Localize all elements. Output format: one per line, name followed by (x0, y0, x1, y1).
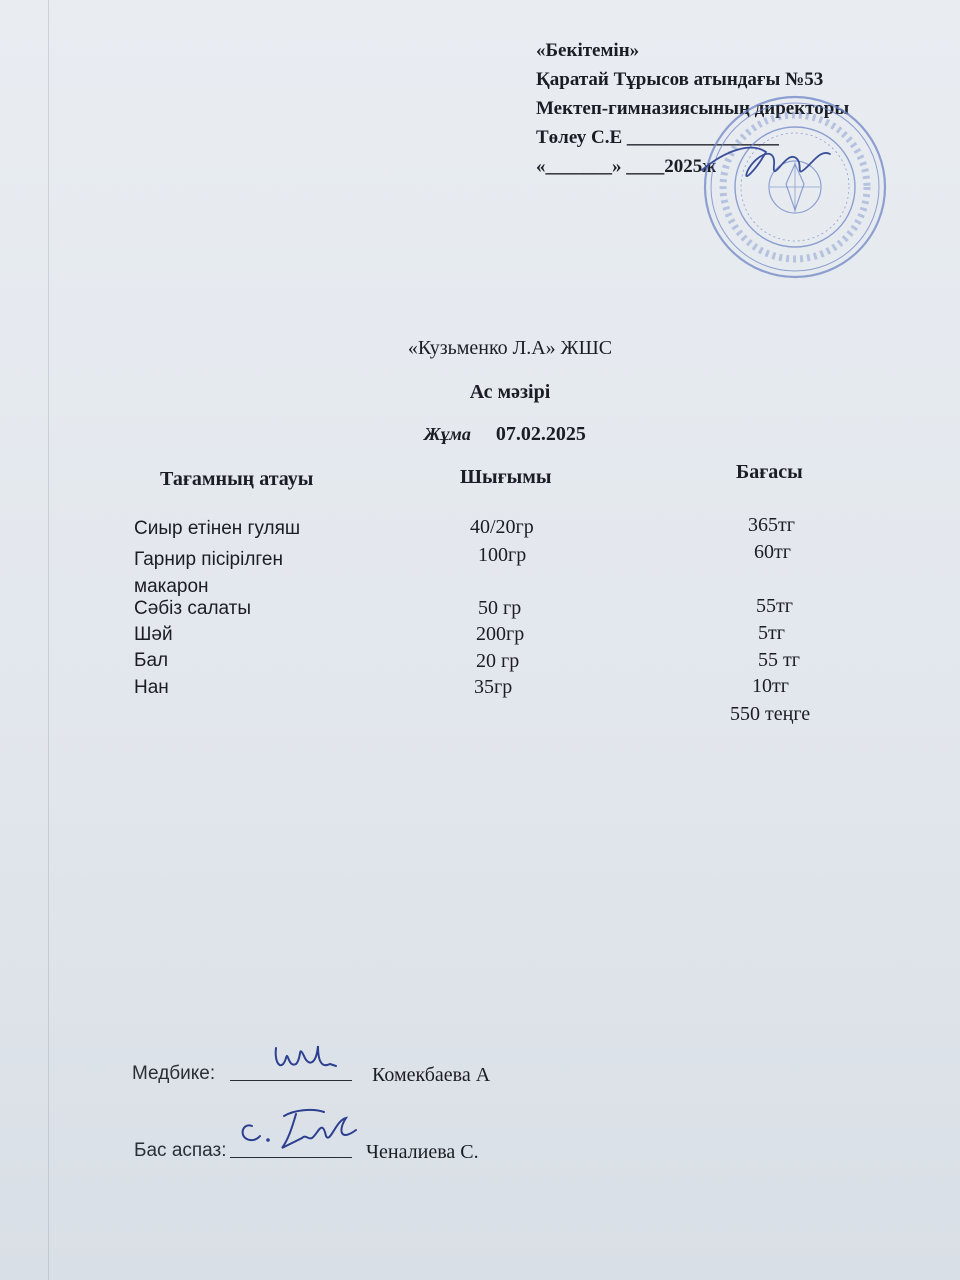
row-3-name: Сәбіз салаты (134, 598, 252, 619)
row-1-yield: 40/20гр (470, 516, 534, 538)
row-2-price: 60тг (754, 541, 791, 563)
nurse-name: Комекбаева А (372, 1064, 491, 1086)
row-5-yield: 20 гр (476, 650, 520, 672)
chef-label: Бас аспаз: (134, 1140, 227, 1161)
row-2-yield: 100гр (478, 544, 527, 566)
column-header-yield: Шығымы (460, 466, 552, 488)
chef-signature (232, 1100, 372, 1160)
director-name-line: Төлеу С.Е ________________ (536, 127, 779, 148)
row-3-price: 55тг (756, 595, 793, 617)
director-title: Мектеп-гимназиясының директоры (536, 98, 850, 119)
column-header-name: Тағамның атауы (160, 468, 314, 490)
row-6-name: Нан (134, 677, 169, 698)
row-4-price: 5тг (758, 622, 785, 644)
approval-heading: «Бекітемін» (536, 40, 640, 61)
row-1-price: 365тг (748, 514, 795, 536)
row-1-name: Сиыр етінен гуляш (134, 518, 301, 539)
organization-name: «Кузьменко Л.А» ЖШС (407, 337, 613, 359)
column-header-price: Бағасы (736, 461, 803, 483)
nurse-label: Медбике: (132, 1063, 216, 1084)
row-2-name: Гарнир пісірілген макарон (134, 549, 283, 597)
menu-title: Ас мәзірі (469, 381, 551, 403)
menu-dateline (424, 423, 586, 446)
row-4-name: Шәй (134, 624, 173, 645)
chef-name: Ченалиева С. (366, 1141, 479, 1163)
paper-fold-line (48, 0, 49, 1280)
school-name: Қаратай Тұрысов атындағы №53 (536, 69, 824, 90)
director-signature (696, 130, 836, 200)
row-4-yield: 200гр (476, 623, 525, 645)
row-5-name: Бал (134, 650, 169, 671)
menu-total: 550 теңге (730, 703, 811, 725)
row-6-yield: 35гр (474, 676, 513, 698)
menu-date: 07.02.2025 (495, 423, 586, 445)
menu-day: Жұма (424, 424, 471, 444)
approval-date-line: «_______» ____2025ж (536, 156, 717, 177)
row-5-price: 55 тг (758, 649, 800, 671)
row-6-price: 10тг (752, 675, 789, 697)
nurse-signature (270, 1038, 350, 1082)
row-3-yield: 50 гр (478, 597, 522, 619)
